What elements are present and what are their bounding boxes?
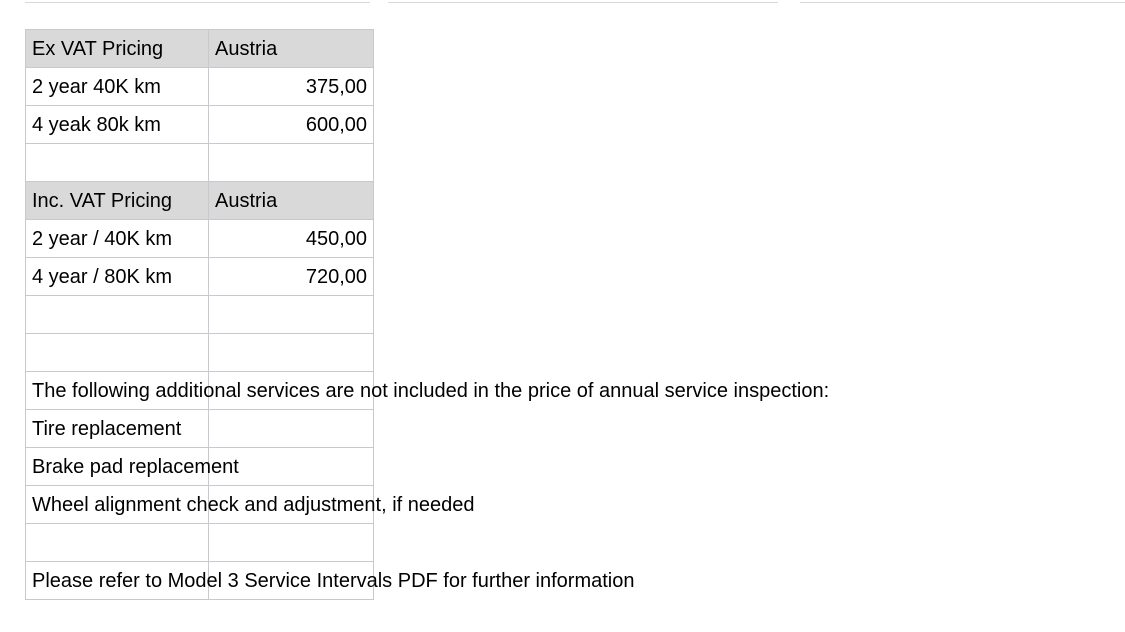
table-row: [26, 68, 374, 106]
note-cell: [26, 448, 239, 486]
note-cell: [26, 372, 830, 410]
top-divider-left: [25, 2, 370, 3]
table-row: [26, 410, 374, 448]
label-cell: 4 year / 80K km: [26, 258, 209, 296]
table-row: [26, 106, 374, 144]
empty-cell: [26, 144, 209, 182]
empty-cell: [26, 334, 209, 372]
table-header-cell: Austria: [209, 30, 374, 68]
table-header-cell: Inc. VAT Pricing: [26, 182, 209, 220]
table-row: [26, 334, 374, 372]
note-cell: [26, 410, 209, 448]
label-cell: 4 yeak 80k km: [26, 106, 209, 144]
note-cell: [26, 562, 635, 600]
top-divider-right: [800, 2, 1125, 3]
note-cell: [26, 486, 475, 524]
table-row: [26, 220, 374, 258]
pricing-sheet: [25, 29, 1095, 600]
top-divider-center: [388, 2, 778, 3]
table-row: [26, 372, 374, 410]
table-row: [26, 182, 374, 220]
empty-cell: [26, 524, 209, 562]
table-row: [26, 562, 374, 600]
note-text: Tire replacement: [32, 417, 182, 440]
note-text: Brake pad replacement: [32, 455, 239, 478]
label-cell: 2 year 40K km: [26, 68, 209, 106]
table-header-cell: Austria: [209, 182, 374, 220]
price-cell: 375,00: [209, 68, 374, 106]
empty-cell: [209, 410, 374, 448]
table-row: [26, 258, 374, 296]
table-row: [26, 296, 374, 334]
price-cell: 450,00: [209, 220, 374, 258]
note-text: The following additional services are not included in the price of annual service inspection:: [32, 379, 830, 402]
top-divider-group: [0, 0, 1125, 4]
table-row: [26, 486, 374, 524]
label-cell: 2 year / 40K km: [26, 220, 209, 258]
price-cell: 720,00: [209, 258, 374, 296]
note-text: Wheel alignment check and adjustment, if needed: [32, 493, 475, 516]
note-text: Please refer to Model 3 Service Intervals PDF for further information: [32, 569, 635, 592]
table-row: [26, 524, 374, 562]
table-row: [26, 144, 374, 182]
pricing-table: [25, 29, 830, 600]
table-row: [26, 30, 374, 68]
table-header-cell: Ex VAT Pricing: [26, 30, 209, 68]
empty-cell: [209, 524, 374, 562]
empty-cell: [209, 144, 374, 182]
empty-cell: [209, 296, 374, 334]
empty-cell: [26, 296, 209, 334]
table-row: [26, 448, 374, 486]
empty-cell: [209, 334, 374, 372]
price-cell: 600,00: [209, 106, 374, 144]
